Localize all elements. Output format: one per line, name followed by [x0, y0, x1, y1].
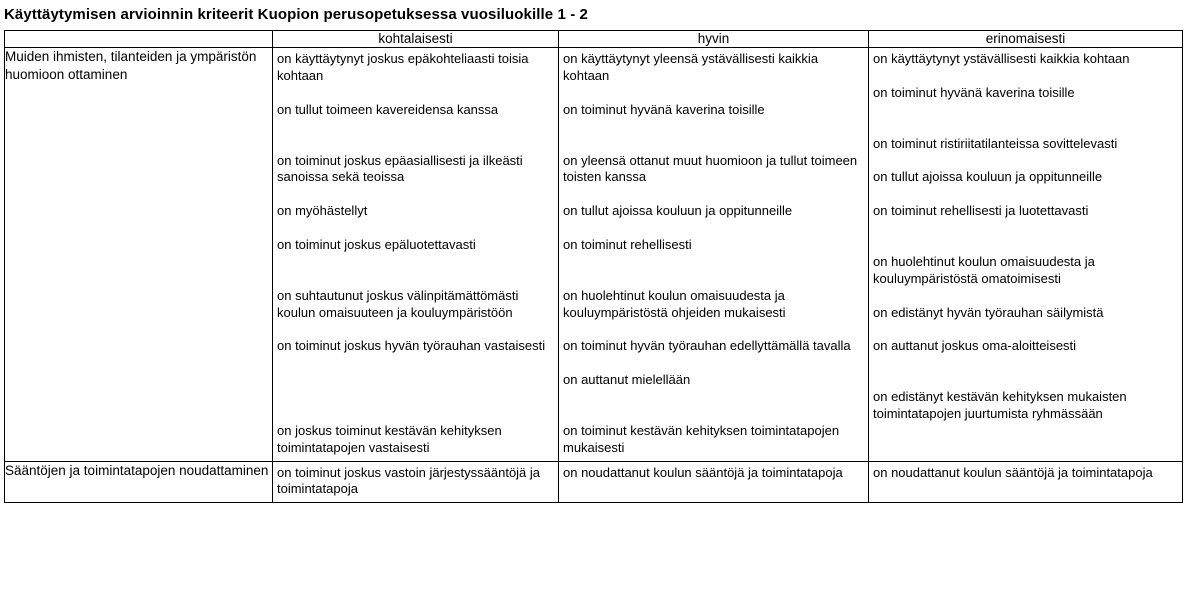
table-row — [5, 461, 1183, 503]
statement-text: on toiminut joskus epäasiallisesti ja ilkeästi sanoissa sekä teoissa — [277, 152, 523, 185]
statement-text: on tullut toimeen kavereidensa kanssa — [277, 101, 499, 117]
list-item — [873, 203, 1178, 220]
list-item — [563, 51, 864, 85]
statement-text: on auttanut mielellään — [563, 372, 691, 388]
list-item — [563, 288, 864, 322]
list-item — [563, 102, 864, 119]
statement-text: on toiminut hyvänä kaverina toisille — [873, 84, 1075, 100]
cell-erinomaisesti-2 — [869, 461, 1183, 503]
statement-text: on käyttäytynyt joskus epäkohteliaasti toisia kohtaan — [277, 51, 529, 84]
statement-text: on käyttäytynyt yleensä ystävällisesti kaikkia kohtaan — [563, 51, 819, 84]
column-header-erinomaisesti: erinomaisesti — [869, 31, 1183, 48]
list-item — [873, 389, 1178, 423]
row-label-saantojen-noudattaminen: Sääntöjen ja toimintatapojen noudattaminen — [5, 461, 273, 503]
list-item — [277, 423, 554, 457]
statement-text: on tullut ajoissa kouluun ja oppitunneille — [563, 203, 793, 219]
list-item — [277, 51, 554, 85]
list-item — [873, 305, 1178, 322]
list-item — [873, 136, 1178, 153]
statement-text: on noudattanut koulun sääntöjä ja toimintatapoja — [873, 464, 1153, 480]
list-item — [563, 203, 864, 220]
statement-list — [869, 462, 1182, 486]
list-item — [873, 465, 1178, 482]
cell-hyvin-2 — [559, 461, 869, 503]
row-label-huomioon-ottaminen: Muiden ihmisten, tilanteiden ja ympäristön huomioon ottaminen — [5, 48, 273, 461]
statement-text: on toiminut hyvänä kaverina toisille — [563, 101, 765, 117]
list-item — [873, 169, 1178, 186]
list-item — [563, 372, 864, 389]
list-item — [873, 51, 1178, 68]
statement-text: on auttanut joskus oma-aloitteisesti — [873, 338, 1077, 354]
statement-text: on käyttäytynyt ystävällisesti kaikkia kohtaan — [873, 51, 1130, 67]
statement-list — [559, 48, 868, 460]
statement-text: on huolehtinut koulun omaisuudesta ja kouluympäristöstä ohjeiden mukaisesti — [563, 287, 786, 320]
statement-text: on toiminut joskus vastoin järjestyssääntöjä ja toimintatapoja — [277, 464, 541, 497]
statement-text: on toiminut rehellisesti — [563, 236, 692, 252]
list-item — [563, 153, 864, 187]
statement-list — [273, 48, 558, 460]
column-header-kohtalaisesti: kohtalaisesti — [273, 31, 559, 48]
column-header-empty — [5, 31, 273, 48]
list-item — [277, 237, 554, 254]
table-row — [5, 48, 1183, 461]
statement-text: on huolehtinut koulun omaisuudesta ja kouluympäristöstä omatoimisesti — [873, 253, 1095, 286]
cell-hyvin-1 — [559, 48, 869, 461]
statement-list — [869, 48, 1182, 427]
statement-text: on toiminut kestävän kehityksen toimintatapojen mukaisesti — [563, 422, 840, 455]
cell-erinomaisesti-1 — [869, 48, 1183, 461]
statement-text: on joskus toiminut kestävän kehityksen toimintatapojen vastaisesti — [277, 422, 502, 455]
statement-text: on edistänyt kestävän kehityksen mukaisten toimintatapojen juurtumista ryhmässään — [873, 389, 1127, 421]
statement-list — [273, 462, 558, 503]
statement-list — [559, 462, 868, 486]
list-item — [277, 203, 554, 220]
list-item — [563, 338, 864, 355]
list-item — [277, 288, 554, 322]
column-header-hyvin: hyvin — [559, 31, 869, 48]
list-item — [277, 153, 554, 187]
table-header-row — [5, 31, 1183, 48]
criteria-table — [4, 30, 1183, 503]
statement-text: on tullut ajoissa kouluun ja oppitunneille — [873, 169, 1103, 185]
list-item — [563, 423, 864, 457]
list-item — [277, 102, 554, 119]
list-item — [563, 237, 864, 254]
list-item — [873, 338, 1178, 355]
list-item — [277, 338, 554, 355]
list-item — [873, 254, 1178, 288]
statement-text: on toiminut rehellisesti ja luotettavasti — [873, 203, 1089, 219]
statement-text: on suhtautunut joskus välinpitämättömästi koulun omaisuuteen ja kouluympäristöön — [277, 287, 519, 320]
list-item — [563, 465, 864, 482]
statement-text: on edistänyt hyvän työrauhan säilymistä — [873, 304, 1104, 320]
page-title: Käyttäytymisen arvioinnin kriteerit Kuopion perusopetuksessa vuosiluokille 1 - 2 — [4, 6, 588, 23]
statement-text: on toiminut joskus hyvän työrauhan vastaisesti — [277, 338, 546, 354]
statement-text: on toiminut joskus epäluotettavasti — [277, 236, 476, 252]
list-item — [277, 465, 554, 499]
statement-text: on toiminut hyvän työrauhan edellyttämällä tavalla — [563, 338, 851, 354]
statement-text: on noudattanut koulun sääntöjä ja toimintatapoja — [563, 464, 843, 480]
statement-text: on yleensä ottanut muut huomioon ja tullut toimeen toisten kanssa — [563, 152, 858, 185]
statement-text: on toiminut ristiriitatilanteissa sovittelevasti — [873, 135, 1118, 151]
cell-kohtalaisesti-1 — [273, 48, 559, 461]
cell-kohtalaisesti-2 — [273, 461, 559, 503]
list-item — [873, 85, 1178, 102]
statement-text: on myöhästellyt — [277, 203, 368, 219]
